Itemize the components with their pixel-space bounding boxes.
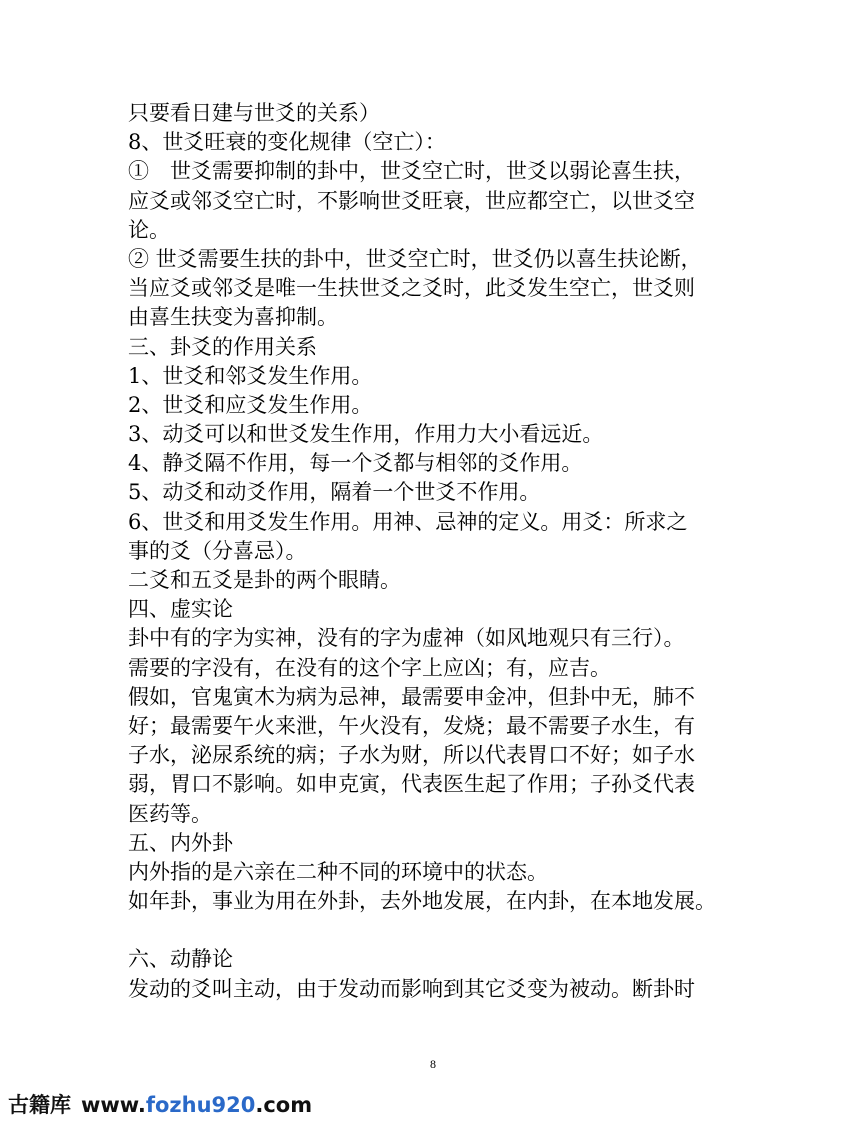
page-number: 8 [430,1057,436,1071]
text-line: ② 世爻需要生扶的卦中，世爻空亡时，世爻仍以喜生扶论断， [128,246,702,271]
text-line: 内外指的是六亲在二种不同的环境中的状态。 [128,859,548,884]
text-line: 5、动爻和动爻作用，隔着一个世爻不作用。 [128,480,541,505]
text-line: 医药等。 [128,801,212,826]
text-line: 只要看日建与世爻的关系） [128,101,380,125]
text-line: 当应爻或邻爻是唯一生扶世爻之爻时，此爻发生空亡，世爻则 [128,276,695,301]
text-line: 如年卦，事业为用在外卦，去外地发展，在内卦，在本地发展。 [128,889,716,914]
text-line: 3、动爻可以和世爻发生作用，作用力大小看远近。 [128,422,604,447]
text-line: 发动的爻叫主动，由于发动而影响到其它爻变为被动。断卦时 [128,976,695,1001]
text-line: 弱，胃口不影响。如申克寅，代表医生起了作用；子孙爻代表 [128,772,695,797]
text-line: 事的爻（分喜忌）。 [128,538,307,563]
text-line: 二爻和五爻是卦的两个眼睛。 [128,568,401,592]
text-line: 由喜生扶变为喜抑制。 [128,305,338,330]
text-line: 1、世爻和邻爻发生作用。 [128,363,373,388]
site-watermark [8,1089,312,1119]
text-line: 6、世爻和用爻发生作用。用神、忌神的定义。用爻：所求之 [128,509,688,534]
text-line: 应爻或邻爻空亡时，不影响世爻旺衰，世应都空亡，以世爻空 [128,188,695,213]
text-line: 好；最需要午火来泄，午火没有，发烧；最不需要子水生，有 [128,713,695,738]
text-line: 卦中有的字为实神，没有的字为虚神（如风地观只有三行）。 [128,626,685,651]
text-line: 论。 [128,217,170,242]
section-heading: 四、虚实论 [128,597,233,622]
text-line: 假如，官鬼寅木为病为忌神，最需要申金冲，但卦中无，肺不 [128,684,695,709]
section-heading: 五、内外卦 [128,830,233,855]
blank-line [128,916,768,945]
watermark-url-prefix: www. [81,1093,146,1117]
section-heading: 六、动静论 [128,947,233,972]
text-line: ① 世爻需要抑制的卦中，世爻空亡时，世爻以弱论喜生扶， [128,159,695,184]
watermark-site-name: 古籍库 [8,1093,71,1117]
document-body [128,99,768,1004]
section-heading: 三、卦爻的作用关系 [128,334,317,359]
text-line: 2、世爻和应爻发生作用。 [128,392,373,417]
watermark-url-brand: fozhu920 [145,1093,256,1117]
text-line: 需要的字没有，在没有的这个字上应凶；有，应吉。 [128,655,611,680]
watermark-url-suffix: .com [255,1093,313,1117]
text-line: 4、静爻隔不作用，每一个爻都与相邻的爻作用。 [128,451,583,476]
text-line: 8、世爻旺衰的变化规律（空亡）： [128,130,446,155]
text-line: 子水，泌尿系统的病；子水为财，所以代表胃口不好；如子水 [128,743,695,768]
